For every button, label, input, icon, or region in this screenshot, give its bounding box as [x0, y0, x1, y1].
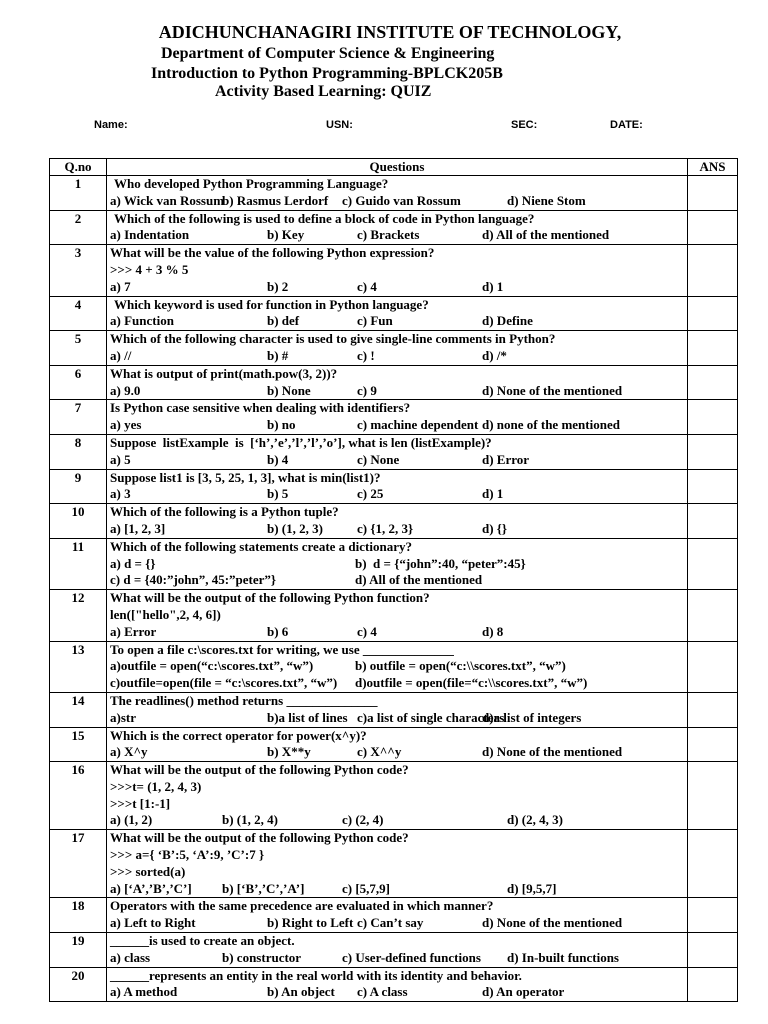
option-text: a) A method: [110, 984, 178, 1000]
question-row: [50, 641, 738, 692]
answer-cell[interactable]: [688, 830, 738, 898]
questions-body: [50, 176, 738, 1002]
option-text: d) None of the mentioned: [482, 744, 623, 760]
option-text: b) constructor: [222, 949, 302, 965]
option-text: b) no: [267, 417, 296, 433]
question-line-text: Which keyword is used for function in Python language?: [114, 296, 429, 312]
answer-cell[interactable]: [688, 967, 738, 1002]
question-text: [110, 539, 687, 556]
activity-title: Activity Based Learning: QUIZ: [215, 83, 432, 100]
option-text: a) 9.0: [110, 382, 141, 398]
question-text-cell: [107, 296, 688, 331]
question-text: [110, 693, 687, 710]
option-text: c) Brackets: [357, 227, 420, 243]
name-field-label: Name:: [94, 119, 128, 131]
question-text-cell: [107, 365, 688, 400]
question-line: [110, 486, 687, 503]
option-text: b) (1, 2, 4): [222, 812, 278, 828]
question-number: 4: [50, 296, 107, 331]
option-text: a) Wick van Rossum: [110, 192, 225, 208]
sec-field-label: SEC:: [511, 119, 538, 131]
question-text: [110, 933, 687, 950]
question-text-cell: [107, 504, 688, 539]
question-text: [110, 176, 687, 193]
question-number: 16: [50, 762, 107, 830]
option-text: d) {}: [482, 520, 508, 536]
question-text: [110, 504, 687, 521]
question-text: [110, 642, 687, 659]
option-text: a) (1, 2): [110, 812, 153, 828]
question-line-text: What will be the output of the following Python code?: [110, 830, 409, 846]
question-row: [50, 296, 738, 331]
answer-cell[interactable]: [688, 933, 738, 968]
question-text-cell: [107, 967, 688, 1002]
question-line: [110, 675, 687, 692]
option-text: d) None of the mentioned: [482, 915, 623, 931]
question-text-cell: [107, 538, 688, 589]
answer-cell[interactable]: [688, 400, 738, 435]
question-row: [50, 176, 738, 211]
option-text: c) d = {40:”john”, 45:”peter”}: [110, 572, 277, 588]
question-line: [110, 812, 687, 829]
question-row: [50, 692, 738, 727]
question-line: [110, 658, 687, 675]
option-text: d) All of the mentioned: [482, 227, 610, 243]
question-text-cell: [107, 933, 688, 968]
question-number: 2: [50, 210, 107, 245]
question-text-cell: [107, 400, 688, 435]
ans-header: ANS: [688, 159, 738, 176]
question-row: [50, 830, 738, 898]
option-text: c) Guido van Rossum: [342, 192, 461, 208]
question-text-cell: [107, 245, 688, 296]
answer-cell[interactable]: [688, 365, 738, 400]
question-line: [110, 193, 687, 210]
option-text: b) None: [267, 382, 311, 398]
option-text: a) Function: [110, 313, 174, 329]
question-text-cell: [107, 898, 688, 933]
option-text: b) outfile = open(“c:\\scores.txt”, “w”): [355, 658, 566, 674]
question-line-text: >>> sorted(a): [110, 863, 186, 879]
question-text: [110, 435, 687, 452]
option-text: b) [‘B’,’C’,’A’]: [222, 880, 305, 896]
question-number: 20: [50, 967, 107, 1002]
question-row: [50, 434, 738, 469]
option-text: a) d = {}: [110, 555, 156, 571]
option-text: b) An object: [267, 984, 335, 1000]
quiz-table: [49, 158, 738, 1002]
question-line: [110, 227, 687, 244]
question-text: [110, 898, 687, 915]
question-line: [110, 556, 687, 573]
question-text-cell: [107, 727, 688, 762]
question-text: [110, 470, 687, 487]
question-text-cell: [107, 469, 688, 504]
option-text: a)outfile = open(“c:\scores.txt”, “w”): [110, 658, 314, 674]
question-line-text: What will be the value of the following Python expression?: [110, 245, 435, 261]
question-text-cell: [107, 590, 688, 641]
question-text-cell: [107, 331, 688, 366]
question-number: 7: [50, 400, 107, 435]
option-text: c) 4: [357, 278, 377, 294]
option-text: c) 4: [357, 623, 377, 639]
option-text: c) machine dependent: [357, 417, 479, 433]
option-text: b) 5: [267, 486, 289, 502]
option-text: b) d = {“john”:40, “peter”:45}: [355, 555, 526, 571]
question-line-text: Suppose list1 is [3, 5, 25, 1, 3], what is min(list1)?: [110, 469, 381, 485]
question-line-text: Which of the following character is used to give single-line comments in Python?: [110, 331, 556, 347]
question-line: [110, 383, 687, 400]
answer-cell[interactable]: [688, 692, 738, 727]
answer-cell[interactable]: [688, 210, 738, 245]
question-number: 5: [50, 331, 107, 366]
option-text: b) 4: [267, 451, 289, 467]
option-text: a) class: [110, 949, 151, 965]
option-text: c) !: [357, 347, 375, 363]
question-line-text: Who developed Python Programming Language?: [114, 176, 389, 191]
question-line-text: What will be the output of the following Python function?: [110, 590, 430, 606]
question-text: [110, 211, 687, 228]
question-line: [110, 779, 687, 796]
question-line-text: >>> a={ ‘B’:5, ‘A’:9, ’C’:7 }: [110, 847, 265, 863]
question-text: [110, 297, 687, 314]
question-text: [110, 830, 687, 847]
answer-cell[interactable]: [688, 898, 738, 933]
answer-cell[interactable]: [688, 538, 738, 589]
question-row: [50, 504, 738, 539]
option-text: c) 25: [357, 486, 384, 502]
option-text: d) Niene Stom: [507, 192, 586, 208]
option-text: d) An operator: [482, 984, 565, 1000]
question-text-cell: [107, 210, 688, 245]
question-row: [50, 933, 738, 968]
question-line-text: len(["hello",2, 4, 6]): [110, 606, 221, 622]
question-number: 11: [50, 538, 107, 589]
option-text: c) User-defined functions: [342, 949, 481, 965]
question-row: [50, 898, 738, 933]
question-row: [50, 590, 738, 641]
question-text-cell: [107, 434, 688, 469]
option-text: a) [1, 2, 3]: [110, 520, 166, 536]
question-number: 15: [50, 727, 107, 762]
question-line-text: The readlines() method returns ______________: [110, 692, 378, 708]
question-row: [50, 210, 738, 245]
question-text-cell: [107, 641, 688, 692]
option-text: b) Rasmus Lerdorf: [222, 192, 329, 208]
question-text-cell: [107, 830, 688, 898]
question-row: [50, 400, 738, 435]
option-text: b) Right to Left: [267, 915, 354, 931]
question-text: [110, 590, 687, 607]
question-row: [50, 245, 738, 296]
question-line: [110, 864, 687, 881]
answer-cell[interactable]: [688, 504, 738, 539]
option-text: b)a list of lines: [267, 709, 348, 725]
option-text: b) 2: [267, 278, 289, 294]
question-row: [50, 469, 738, 504]
option-text: b) X**y: [267, 744, 311, 760]
question-line: [110, 572, 687, 589]
option-text: a) Left to Right: [110, 915, 196, 931]
question-line-text: ______represents an entity in the real world with its identity and behavior.: [110, 967, 522, 983]
question-number: 6: [50, 365, 107, 400]
question-number: 12: [50, 590, 107, 641]
option-text: a) 7: [110, 278, 131, 294]
answer-cell[interactable]: [688, 641, 738, 692]
option-text: b) #: [267, 347, 289, 363]
question-line-text: Which is the correct operator for power(x^y)?: [110, 727, 367, 743]
option-text: a)str: [110, 709, 136, 725]
option-text: c) {1, 2, 3}: [357, 520, 414, 536]
question-number: 1: [50, 176, 107, 211]
option-text: b) 6: [267, 623, 289, 639]
date-field-label: DATE:: [610, 119, 643, 131]
option-text: d) (2, 4, 3): [507, 812, 563, 828]
question-line-text: What is output of print(math.pow(3, 2))?: [110, 365, 338, 381]
option-text: d) In-built functions: [507, 949, 619, 965]
question-line-text: Operators with the same precedence are evaluated in which manner?: [110, 898, 494, 914]
question-line: [110, 710, 687, 727]
question-number: 9: [50, 469, 107, 504]
question-text-cell: [107, 692, 688, 727]
qno-header: Q.no: [50, 159, 107, 176]
option-text: a) Indentation: [110, 227, 190, 243]
question-line: [110, 521, 687, 538]
option-text: d) Define: [482, 313, 533, 329]
option-text: d)outfile = open(file=“c:\\scores.txt”, “w”): [355, 675, 588, 691]
question-line: [110, 417, 687, 434]
question-number: 19: [50, 933, 107, 968]
question-row: [50, 727, 738, 762]
answer-cell[interactable]: [688, 176, 738, 211]
option-text: c)a list of single characters: [357, 709, 505, 725]
question-line-text: >>> 4 + 3 % 5: [110, 261, 189, 277]
question-row: [50, 331, 738, 366]
question-row: [50, 967, 738, 1002]
question-line: [110, 262, 687, 279]
question-text: [110, 331, 687, 348]
question-line: [110, 847, 687, 864]
question-text: [110, 968, 687, 985]
answer-cell[interactable]: [688, 434, 738, 469]
question-text-cell: [107, 762, 688, 830]
answer-cell[interactable]: [688, 469, 738, 504]
question-line-text: >>>t= (1, 2, 4, 3): [110, 778, 202, 794]
question-line: [110, 607, 687, 624]
answer-cell[interactable]: [688, 590, 738, 641]
question-line-text: Is Python case sensitive when dealing with identifiers?: [110, 400, 411, 416]
question-number: 3: [50, 245, 107, 296]
question-row: [50, 538, 738, 589]
answer-cell[interactable]: [688, 762, 738, 830]
option-text: d) None of the mentioned: [482, 382, 623, 398]
option-text: d) All of the mentioned: [355, 572, 483, 588]
option-text: a) Error: [110, 623, 157, 639]
option-text: d) 1: [482, 278, 504, 294]
option-text: a) [‘A’,’B’,’C’]: [110, 880, 192, 896]
table-header-row: [50, 159, 738, 176]
question-number: 18: [50, 898, 107, 933]
question-line: [110, 313, 687, 330]
option-text: c) None: [357, 451, 400, 467]
answer-cell[interactable]: [688, 727, 738, 762]
option-text: a) X^y: [110, 744, 148, 760]
question-row: [50, 762, 738, 830]
department-title: Department of Computer Science & Engineering: [161, 45, 495, 62]
question-line: [110, 452, 687, 469]
question-line: [110, 950, 687, 967]
institute-title: ADICHUNCHANAGIRI INSTITUTE OF TECHNOLOGY,: [158, 22, 622, 42]
option-text: d) 1: [482, 486, 504, 502]
option-text: c) Fun: [357, 313, 393, 329]
answer-cell[interactable]: [688, 296, 738, 331]
option-text: c) (2, 4): [342, 812, 384, 828]
option-text: d)a list of integers: [482, 709, 582, 725]
option-text: c) [5,7,9]: [342, 880, 391, 896]
option-text: d) Error: [482, 451, 530, 467]
option-text: c)outfile=open(file = “c:\scores.txt”, “w”): [110, 675, 338, 691]
question-line-text: What will be the output of the following Python code?: [110, 762, 409, 778]
question-row: [50, 365, 738, 400]
question-line: [110, 744, 687, 761]
option-text: a) //: [110, 347, 132, 363]
question-line-text: ______is used to create an object.: [110, 933, 295, 949]
question-line: [110, 796, 687, 813]
question-line: [110, 984, 687, 1001]
question-number: 10: [50, 504, 107, 539]
option-text: c) 9: [357, 382, 377, 398]
question-line: [110, 881, 687, 898]
questions-header: Questions: [107, 159, 688, 176]
option-text: c) Can’t say: [357, 915, 424, 931]
answer-cell[interactable]: [688, 245, 738, 296]
question-line-text: Which of the following statements create a dictionary?: [110, 538, 412, 554]
question-text: [110, 400, 687, 417]
question-line: [110, 915, 687, 932]
question-line-text: To open a file c:\scores.txt for writing, we use ______________: [110, 641, 454, 657]
question-line-text: Suppose listExample is [‘h’,’e’,’l’,’l’,’o’], what is len (listExample)?: [110, 434, 492, 450]
question-line: [110, 279, 687, 296]
question-number: 8: [50, 434, 107, 469]
option-text: a) yes: [110, 417, 142, 433]
option-text: b) (1, 2, 3): [267, 520, 323, 536]
question-text: [110, 728, 687, 745]
question-text: [110, 762, 687, 779]
option-text: d) none of the mentioned: [482, 417, 620, 433]
option-text: d) [9,5,7]: [507, 880, 557, 896]
question-text: [110, 366, 687, 383]
question-text-cell: [107, 176, 688, 211]
usn-field-label: USN:: [326, 119, 353, 131]
question-line: [110, 348, 687, 365]
option-text: b) Key: [267, 227, 305, 243]
question-text: [110, 245, 687, 262]
option-text: c) X^^y: [357, 744, 402, 760]
option-text: d) 8: [482, 623, 504, 639]
option-text: c) A class: [357, 984, 408, 1000]
question-number: 17: [50, 830, 107, 898]
course-title: Introduction to Python Programming-BPLCK205B: [151, 65, 503, 82]
option-text: d) /*: [482, 347, 507, 363]
question-line-text: Which of the following is a Python tuple?: [110, 504, 339, 520]
option-text: a) 5: [110, 451, 131, 467]
question-line-text: Which of the following is used to define a block of code in Python language?: [114, 210, 535, 226]
question-line-text: >>>t [1:-1]: [110, 795, 171, 811]
question-line: [110, 624, 687, 641]
answer-cell[interactable]: [688, 331, 738, 366]
option-text: b) def: [267, 313, 300, 329]
question-number: 14: [50, 692, 107, 727]
question-number: 13: [50, 641, 107, 692]
option-text: a) 3: [110, 486, 131, 502]
